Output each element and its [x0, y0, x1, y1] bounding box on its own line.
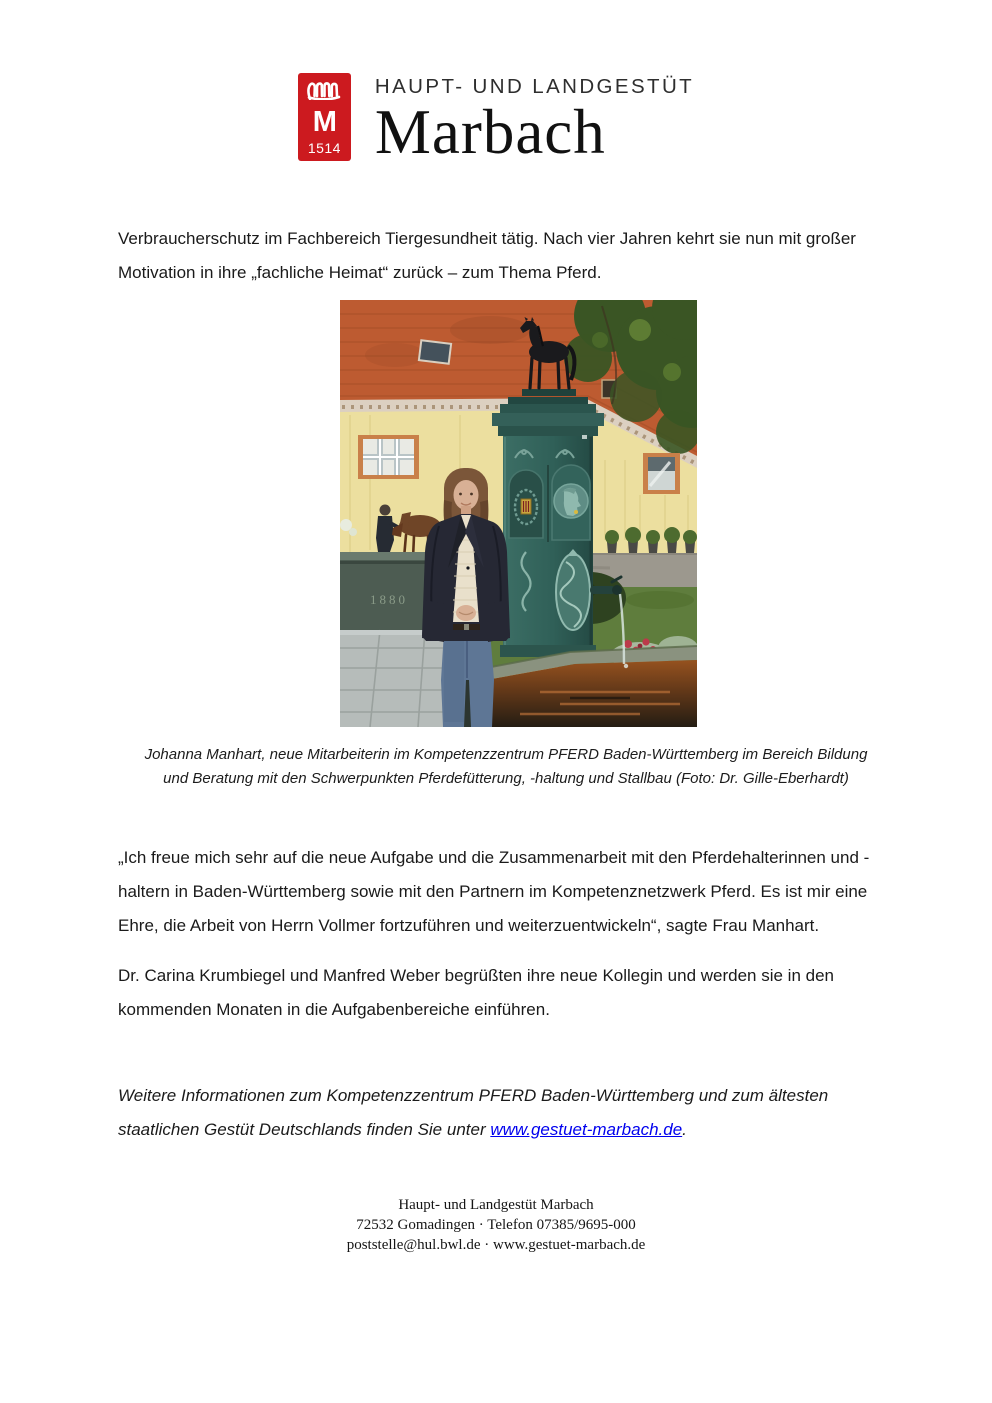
footer-contact: poststelle@hul.bwl.de · www.gestuet-marbach.de: [346, 1237, 646, 1253]
more-info-text: Weitere Informationen zum Kompetenzzentrum PFERD Baden-Württemberg und zum ältesten staatlichen Gestüt Deutschlands finden Sie unter: [118, 1086, 829, 1139]
intro-paragraph: Verbraucherschutz im Fachbereich Tiergesundheit tätig. Nach vier Jahren kehrt sie nun mit großer Motivation in ihre „fachliche Heimat“ zurück – zum Thema Pferd.: [118, 229, 856, 282]
more-info-paragraph: [118, 1079, 875, 1147]
gestuet-marbach-link[interactable]: www.gestuet-marbach.de: [490, 1120, 683, 1139]
colleagues-paragraph: Dr. Carina Krumbiegel und Manfred Weber begrüßten ihre neue Kollegin und werden sie in den kommenden Monaten in die Aufgabenbereiche einführen.: [118, 966, 835, 1019]
wall-window-left: [358, 435, 419, 479]
marbach-logo: [0, 0, 992, 168]
badge-year: 1514: [307, 140, 341, 156]
footer-name: Haupt- und Landgestüt Marbach: [398, 1197, 594, 1213]
quote-paragraph: „Ich freue mich sehr auf die neue Aufgabe und die Zusammenarbeit mit den Pferdehalterinnen und -haltern in Baden-Württemberg sowie mit den Partnern im Kompetenznetzwerk Pferd. Es ist mir eine Ehre, die Arbeit von Herrn Vollmer fortzuführen und weiterzuentwickeln“, sagte Frau Manhart.: [118, 848, 870, 935]
page-footer: [0, 1195, 992, 1255]
pillar-wreath-panel: [509, 470, 543, 538]
roof-skylight: [419, 340, 451, 364]
photo-caption: Johanna Manhart, neue Mitarbeiterin im Kompetenzzentrum PFERD Baden-Württemberg im Bereich Bildung und Beratung mit den Schwerpunkten Pferdefütterung, -haltung und Stallbau (Foto: Dr. Gille-Eberhardt): [144, 746, 868, 787]
pillar-face-medallion: [552, 465, 590, 540]
logo-wordmark-main: Marbach: [374, 97, 606, 167]
footer-address: 72532 Gomadingen · Telefon 07385/9695-000: [356, 1217, 636, 1233]
trough-inscription: 1880: [370, 592, 408, 607]
badge-monogram: M: [312, 106, 336, 138]
more-info-period: .: [682, 1120, 687, 1139]
article-photo: [340, 300, 697, 727]
photo-scene: [340, 300, 697, 727]
wall-window-right: [643, 453, 680, 494]
logo-wordmark: [375, 73, 694, 168]
antler-crown-icon: [306, 80, 342, 105]
logo-wordmark-top: HAUPT- UND LANDGESTÜT: [374, 75, 695, 98]
logo-badge: [298, 73, 351, 161]
